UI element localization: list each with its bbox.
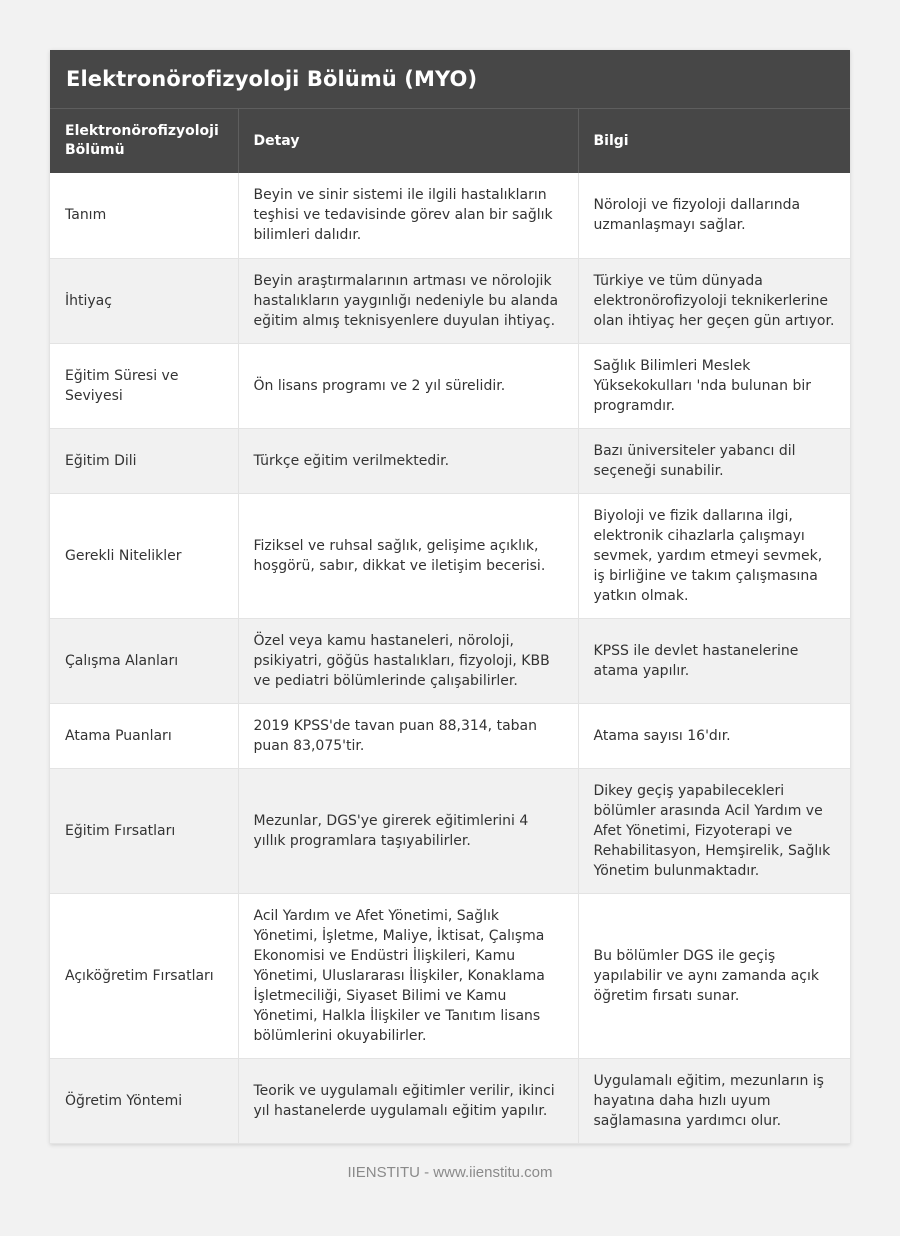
row-label: İhtiyaç	[50, 258, 238, 343]
row-info: KPSS ile devlet hastanelerine atama yapılır.	[578, 618, 850, 703]
row-info: Türkiye ve tüm dünyada elektronörofizyoloji teknikerlerine olan ihtiyaç her geçen gün artıyor.	[578, 258, 850, 343]
row-info: Dikey geçiş yapabilecekleri bölümler arasında Acil Yardım ve Afet Yönetimi, Fizyoterapi ve Rehabilitasyon, Hemşirelik, Sağlık Yönetim bulunmaktadır.	[578, 768, 850, 893]
footer-credit: IIENSTITU - www.iienstitu.com	[347, 1164, 553, 1181]
info-card	[50, 50, 850, 1144]
info-table	[50, 108, 850, 1144]
table-row	[50, 893, 850, 1058]
row-detail: Ön lisans programı ve 2 yıl sürelidir.	[238, 343, 578, 428]
row-label: Eğitim Süresi ve Seviyesi	[50, 343, 238, 428]
table-row	[50, 703, 850, 768]
row-label: Öğretim Yöntemi	[50, 1058, 238, 1143]
table-header-row	[50, 109, 850, 174]
row-info: Bu bölümler DGS ile geçiş yapılabilir ve aynı zamanda açık öğretim fırsatı sunar.	[578, 893, 850, 1058]
page-title: Elektronörofizyoloji Bölümü (MYO)	[50, 50, 850, 108]
table-row	[50, 428, 850, 493]
row-info: Nöroloji ve fizyoloji dallarında uzmanlaşmayı sağlar.	[578, 173, 850, 258]
column-header-info: Bilgi	[578, 109, 850, 174]
row-label: Eğitim Fırsatları	[50, 768, 238, 893]
table-row	[50, 343, 850, 428]
row-info: Sağlık Bilimleri Meslek Yüksekokulları 'nda bulunan bir programdır.	[578, 343, 850, 428]
row-label: Tanım	[50, 173, 238, 258]
row-detail: Fiziksel ve ruhsal sağlık, gelişime açıklık, hoşgörü, sabır, dikkat ve iletişim becerisi.	[238, 493, 578, 618]
row-detail: Beyin ve sinir sistemi ile ilgili hastalıkların teşhisi ve tedavisinde görev alan bir sağlık bilimleri dalıdır.	[238, 173, 578, 258]
table-row	[50, 768, 850, 893]
row-detail: Türkçe eğitim verilmektedir.	[238, 428, 578, 493]
row-detail: 2019 KPSS'de tavan puan 88,314, taban puan 83,075'tir.	[238, 703, 578, 768]
table-row	[50, 258, 850, 343]
row-detail: Acil Yardım ve Afet Yönetimi, Sağlık Yönetimi, İşletme, Maliye, İktisat, Çalışma Ekonomisi ve Endüstri İlişkileri, Kamu Yönetimi, Uluslararası İlişkiler, Konaklama İşletmeciliği, Siyaset Bilimi ve Kamu Yönetimi, Halkla İlişkiler ve Tanıtım lisans bölümlerini okuyabilirler.	[238, 893, 578, 1058]
row-info: Atama sayısı 16'dır.	[578, 703, 850, 768]
table-row	[50, 173, 850, 258]
row-info: Bazı üniversiteler yabancı dil seçeneği sunabilir.	[578, 428, 850, 493]
row-label: Eğitim Dili	[50, 428, 238, 493]
row-label: Çalışma Alanları	[50, 618, 238, 703]
row-label: Gerekli Nitelikler	[50, 493, 238, 618]
row-info: Biyoloji ve fizik dallarına ilgi, elektronik cihazlarla çalışmayı sevmek, yardım etmeyi sevmek, iş birliğine ve takım çalışmasına yatkın olmak.	[578, 493, 850, 618]
row-label: Atama Puanları	[50, 703, 238, 768]
row-detail: Mezunlar, DGS'ye girerek eğitimlerini 4 yıllık programlara taşıyabilirler.	[238, 768, 578, 893]
table-row	[50, 1058, 850, 1143]
row-info: Uygulamalı eğitim, mezunların iş hayatına daha hızlı uyum sağlamasına yardımcı olur.	[578, 1058, 850, 1143]
column-header-section: Elektronörofizyoloji Bölümü	[50, 109, 238, 174]
column-header-detail: Detay	[238, 109, 578, 174]
row-label: Açıköğretim Fırsatları	[50, 893, 238, 1058]
row-detail: Beyin araştırmalarının artması ve nörolojik hastalıkların yaygınlığı nedeniyle bu alanda eğitim almış teknisyenlere duyulan ihtiyaç.	[238, 258, 578, 343]
row-detail: Teorik ve uygulamalı eğitimler verilir, ikinci yıl hastanelerde uygulamalı eğitim yapılır.	[238, 1058, 578, 1143]
row-detail: Özel veya kamu hastaneleri, nöroloji, psikiyatri, göğüs hastalıkları, fizyoloji, KBB ve pediatri bölümlerinde çalışabilirler.	[238, 618, 578, 703]
table-row	[50, 618, 850, 703]
table-row	[50, 493, 850, 618]
